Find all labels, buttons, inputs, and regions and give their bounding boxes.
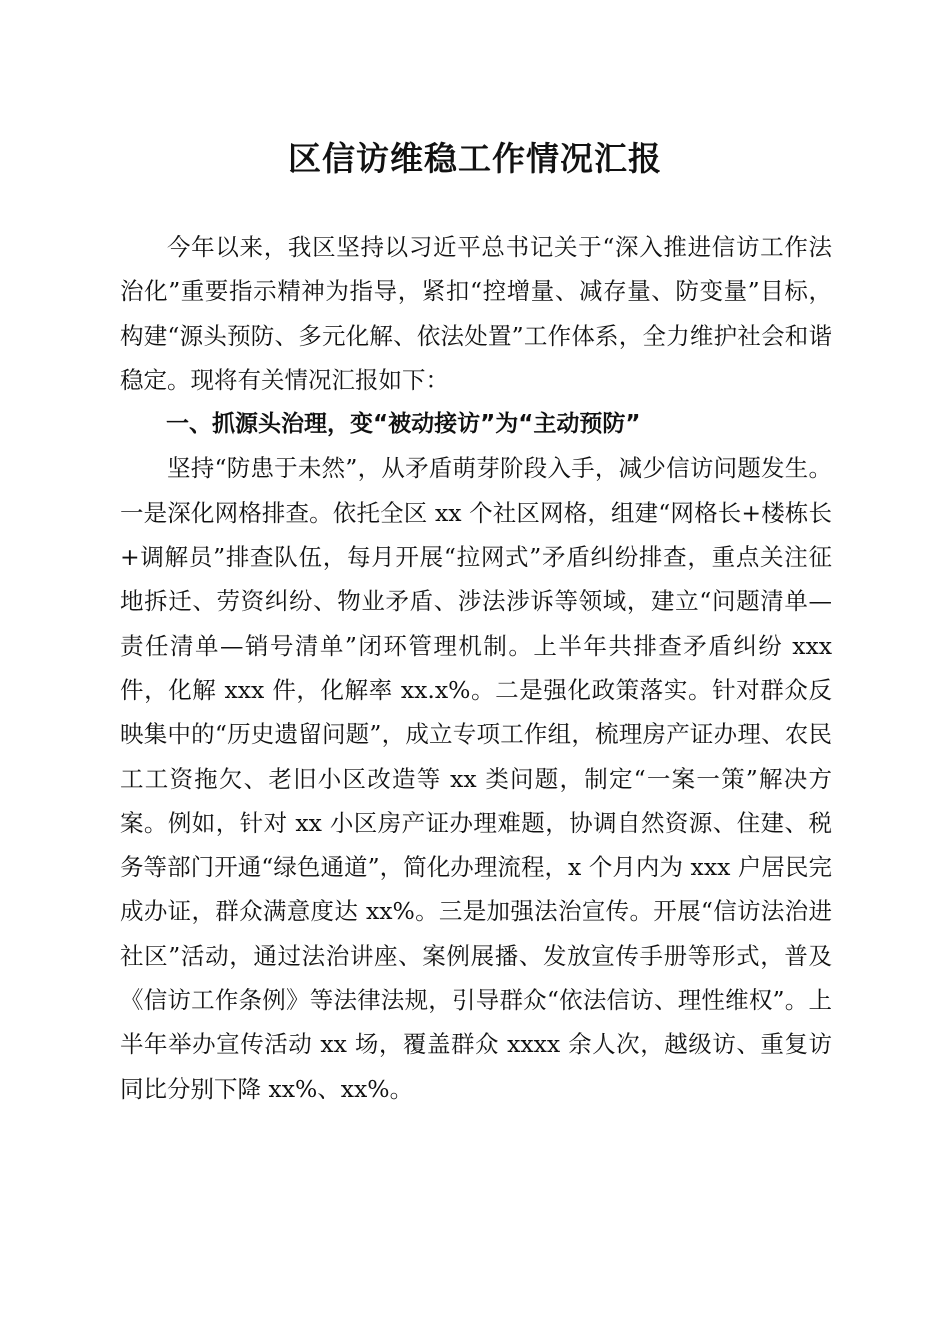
section-heading-1: 一、抓源头治理，变“被动接访”为“主动预防” — [166, 411, 641, 438]
document-body — [120, 225, 832, 1111]
document-title: 区信访维稳工作情况汇报 — [288, 139, 662, 178]
intro-paragraph: 今年以来，我区坚持以习近平总书记关于“深入推进信访工作法治化”重要指示精神为指导，紧扣“控增量、减存量、防变量”目标，构建“源头预防、多元化解、依法处置”工作体系，全力维护社会和谐稳定。现将有关情况汇报如下： — [120, 233, 832, 394]
section-paragraph-1: 坚持“防患于未然”，从矛盾萌芽阶段入手，减少信访问题发生。一是深化网格排查。依托全区 xx 个社区网格，组建“网格长+楼栋长+调解员”排查队伍，每月开展“拉网式”矛盾纠纷排查，重点关注征地拆迁、劳资纠纷、物业矛盾、涉法涉诉等领域，建立“问题清单—责任清单—销号清单”闭环管理机制。上半年共排查矛盾纠纷 xxx 件，化解 xxx 件，化解率 xx.x%。二是强化政策落实。针对群众反映集中的“历史遗留问题”，成立专项工作组，梳理房产证办理、农民工工资拖欠、老旧小区改造等 xx 类问题，制定“一案一策”解决方案。例如，针对 xx 小区房产证办理难题，协调自然资源、住建、税务等部门开通“绿色通道”，简化办理流程，x 个月内为 xxx 户居民完成办证，群众满意度达 xx%。三是加强法治宣传。开展“信访法治进社区”活动，通过法治讲座、案例展播、发放宣传手册等形式，普及《信访工作条例》等法律法规，引导群众“依法信访、理性维权”。上半年举办宣传活动 xx 场，覆盖群众 xxxx 余人次，越级访、重复访同比分别下降 xx%、xx%。 — [120, 454, 832, 1103]
